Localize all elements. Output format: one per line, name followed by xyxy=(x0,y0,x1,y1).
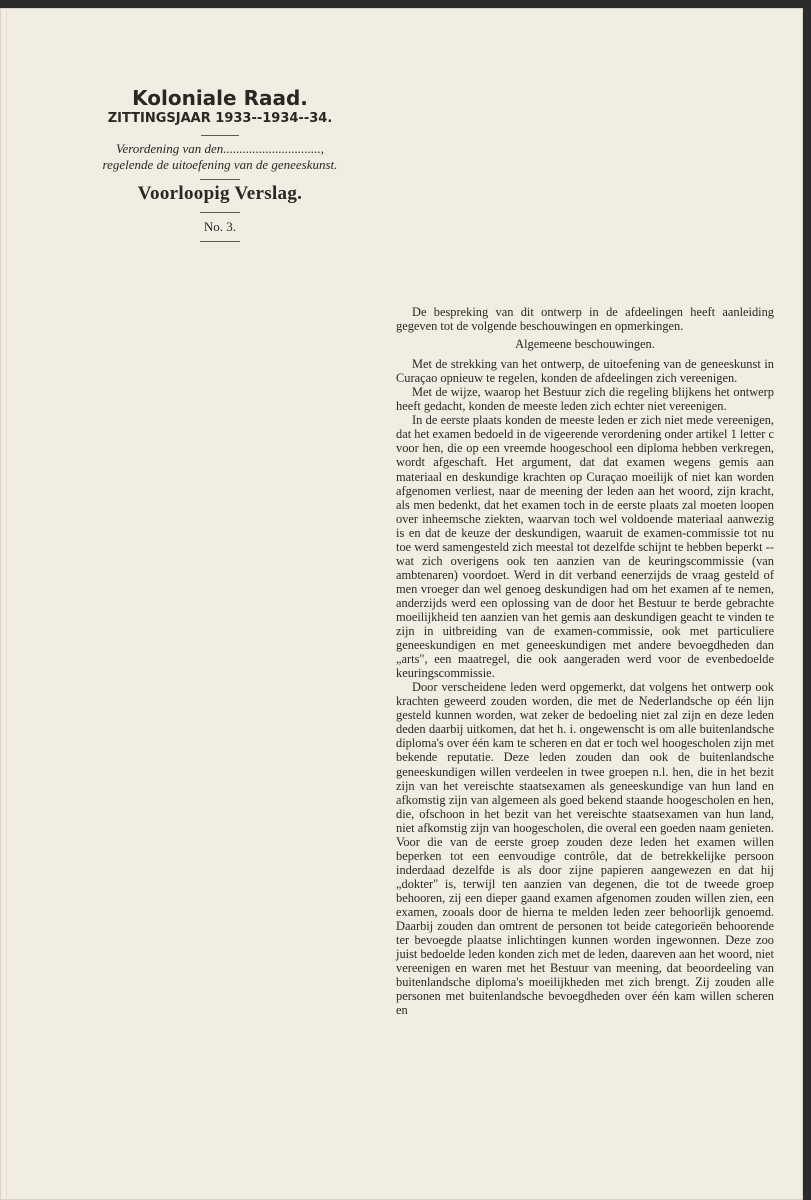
council-title: Koloniale Raad. xyxy=(132,86,308,110)
body-paragraph: Met de wijze, waarop het Bestuur zich die regeling blijkens het ontwerp heeft gedacht, konden de meeste leden zich echter niet vereenigen. xyxy=(396,385,774,414)
divider xyxy=(201,135,239,136)
report-title: Voorloopig Verslag. xyxy=(137,183,303,204)
session-year: ZITTINGSJAAR 1933--1934--34. xyxy=(107,111,333,126)
subject-line-1: Verordening van den.............................., xyxy=(115,141,325,156)
section-heading: Algemeene beschouwingen. xyxy=(515,337,655,352)
document-number: No. 3. xyxy=(203,219,237,234)
divider xyxy=(200,241,240,242)
document-page xyxy=(0,8,803,1200)
document-header xyxy=(80,78,360,242)
body-paragraph: Met de strekking van het ontwerp, de uitoefening van de geneeskunst in Curaçao opnieuw te regelen, konden de afdeelingen zich vereenigen. xyxy=(396,357,774,386)
subject-line-2: regelende de uitoefening van de geneeskunst. xyxy=(102,157,338,172)
body-paragraph: In de eerste plaats konden de meeste leden er zich niet mede vereenigen, dat het examen bedoeld in de vigeerende verordening onder artikel 1 letter c voor hen, die op een vreemde hoogeschool een diploma hebben verkregen, wordt afgeschaft. Het argument, dat dat examen wegens gemis aan materiaal en deskundige krachten op Curaçao moeilijk of niet kan worden afgenomen verliest, naar de meening der leden aan het woord, zijn kracht, als men bedenkt, dat het examen toch in de eerste plaats zal moeten loopen over inheemsche ziekten, waarvan toch wel voldoende materiaal aanwezig is en dat de keuze der deskundigen, waaruit de examen-commissie tot nu toe werd samengesteld zich meestal tot dezelfde schijnt te hebben beperkt -- wat zich overigens ook ten aanzien van de keuringscommissie (van ambtenaren) voordoet. Werd in dit verband eenerzijds de vraag gesteld of men vroeger dan wel genoeg deskundigen had om het examen af te nemen, anderzijds werd een oplossing van de door het Bestuur te berde gebrachte moeilijkheid ten aanzien van het gemis aan deskundigen geacht te vinden te zijn in uitbreiding van de examen-commissie, ook met particuliere geneeskundigen en met geneeskundigen met andere bevoegdheden dan „arts", een maatregel, die ook aangeraden werd voor de evenbedoelde keuringscommissie. xyxy=(396,413,774,681)
divider xyxy=(200,212,240,213)
page-edge xyxy=(6,8,7,1200)
divider xyxy=(200,179,240,180)
report-text-column xyxy=(396,305,774,1017)
intro-paragraph: De bespreking van dit ontwerp in de afdeelingen heeft aanleiding gegeven tot de volgende beschouwingen en opmerkingen. xyxy=(396,305,774,334)
body-paragraph: Door verscheidene leden werd opgemerkt, dat volgens het ontwerp ook krachten geweerd zouden worden, die met de Nederlandsche op één lijn gesteld kunnen worden, wat zeker de bedoeling niet zal zijn en deze leden deden daarbij uitkomen, dat het h. i. ongewenscht is om alle buitenlandsche diploma's over één kam te scheren en dat er toch wel hoogescholen zijn met bekende reputatie. Deze leden zouden dan ook de buitenlandsche geneeskundigen willen verdeelen in twee groepen n.l. hen, die in het bezit zijn van het vereischte staatsexamen als geneeskundige van hun land en afkomstig zijn van algemeen als goed bekend staande hoogescholen en hen, die, ofschoon in het bezit van het vereischte staatsexamen van hun land, niet afkomstig zijn van hoogescholen, die overal een goeden naam genieten. Voor die van de eerste groep zouden deze leden het examen willen beperken tot een eenvoudige contrôle, dat de betrekkelijke persoon inderdaad dezelfde is als door zijne papieren aangewezen en dat hij „dokter" is, terwijl ten aanzien van degenen, die tot de tweede groep behooren, zij een dieper gaand examen afgenomen zouden willen zien, een examen, zooals door de hierna te melden leden zeer behoorlijk genoemd. Daarbij zouden dan omtrent de personen tot beide categorieën behoorende ter bevoegde plaatse inlichtingen kunnen worden ingewonnen. Deze zoo juist bedoelde leden konden zich met de leden, daareven aan het woord, niet vereenigen en waren met het Bestuur van meening, dat beoordeeling van buitenlandsche diploma's moeilijkheden met zich brengt. Zij zouden alle personen met buitenlandsche bevoegdheden over één kam willen scheren en xyxy=(396,680,774,1018)
